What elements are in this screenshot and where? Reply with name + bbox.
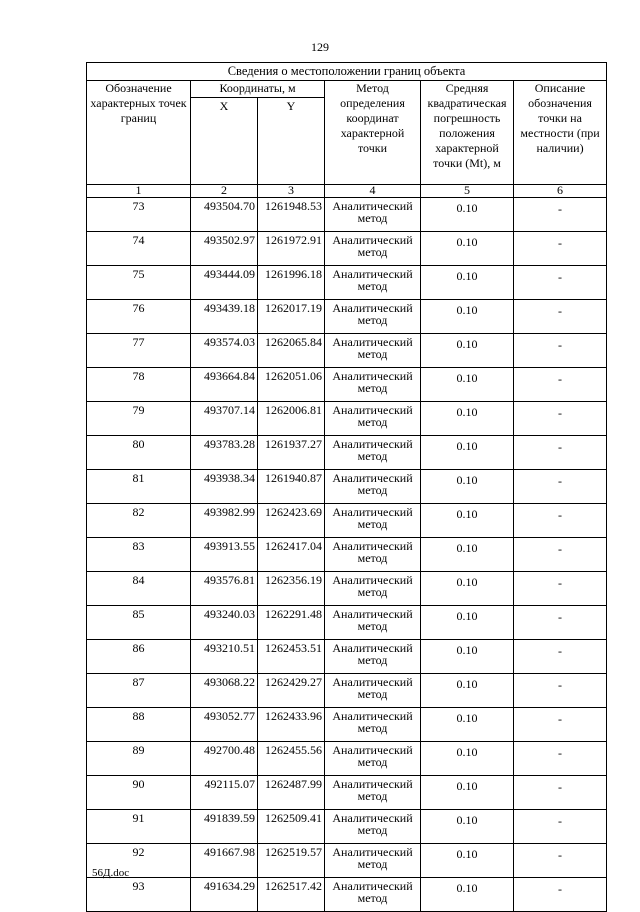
table-row [87, 402, 607, 436]
point-id-cell: 81 [87, 470, 191, 504]
method-text-line: Аналитический [332, 471, 413, 485]
point-id-cell: 78 [87, 368, 191, 402]
x-coordinate-cell: 493664.84 [191, 368, 258, 402]
point-id-cell: 91 [87, 810, 191, 844]
table-row [87, 844, 607, 878]
method-text-line: Аналитический [332, 505, 413, 519]
method-text-line: Аналитический [332, 709, 413, 723]
point-id-cell: 88 [87, 708, 191, 742]
y-coordinate-cell: 1261940.87 [258, 470, 325, 504]
table-row [87, 572, 607, 606]
method-cell [325, 606, 421, 640]
method-text-line: Аналитический [332, 777, 413, 791]
table-row [87, 878, 607, 912]
error-cell: 0.10 [421, 266, 514, 300]
method-text-line: метод [357, 755, 388, 769]
table-row [87, 708, 607, 742]
table-row [87, 640, 607, 674]
error-cell: 0.10 [421, 640, 514, 674]
y-coordinate-cell: 1262429.27 [258, 674, 325, 708]
description-cell: - [514, 232, 607, 266]
description-cell: - [514, 198, 607, 232]
document-filename: 56Д.doc [92, 867, 130, 879]
method-text-line: метод [357, 313, 388, 327]
table-row [87, 334, 607, 368]
x-coordinate-cell: 493982.99 [191, 504, 258, 538]
method-cell [325, 572, 421, 606]
x-coordinate-cell: 493068.22 [191, 674, 258, 708]
method-cell [325, 504, 421, 538]
table-row [87, 198, 607, 232]
table-caption: Сведения о местоположении границ объекта [87, 63, 607, 81]
x-coordinate-cell: 493502.97 [191, 232, 258, 266]
method-text-line: Аналитический [332, 743, 413, 757]
table-row [87, 742, 607, 776]
x-coordinate-cell: 491839.59 [191, 810, 258, 844]
y-coordinate-cell: 1262017.19 [258, 300, 325, 334]
method-text-line: метод [357, 279, 388, 293]
y-coordinate-cell: 1262006.81 [258, 402, 325, 436]
description-cell: - [514, 606, 607, 640]
x-coordinate-cell: 493504.70 [191, 198, 258, 232]
table-row [87, 504, 607, 538]
method-text-line: Аналитический [332, 335, 413, 349]
table-row [87, 606, 607, 640]
method-text-line: метод [357, 245, 388, 259]
method-cell [325, 640, 421, 674]
method-text-line: метод [357, 415, 388, 429]
table-body [87, 198, 607, 912]
x-coordinate-cell: 493240.03 [191, 606, 258, 640]
y-coordinate-cell: 1261996.18 [258, 266, 325, 300]
point-id-cell: 76 [87, 300, 191, 334]
y-coordinate-cell: 1262051.06 [258, 368, 325, 402]
point-id-cell: 92 [87, 844, 191, 878]
y-coordinate-cell: 1262423.69 [258, 504, 325, 538]
x-coordinate-cell: 493444.09 [191, 266, 258, 300]
description-cell: - [514, 742, 607, 776]
method-cell [325, 232, 421, 266]
method-cell [325, 402, 421, 436]
method-text-line: Аналитический [332, 301, 413, 315]
method-cell [325, 300, 421, 334]
x-coordinate-cell: 492700.48 [191, 742, 258, 776]
description-cell: - [514, 436, 607, 470]
method-text-line: метод [357, 211, 388, 225]
table-row [87, 300, 607, 334]
point-id-cell: 80 [87, 436, 191, 470]
y-coordinate-cell: 1262453.51 [258, 640, 325, 674]
method-cell [325, 776, 421, 810]
column-number: 5 [421, 185, 514, 198]
method-text-line: метод [357, 483, 388, 497]
table-row [87, 776, 607, 810]
method-text-line: метод [357, 619, 388, 633]
table-row [87, 470, 607, 504]
description-cell: - [514, 674, 607, 708]
column-number: 2 [191, 185, 258, 198]
description-cell: - [514, 470, 607, 504]
x-coordinate-cell: 493913.55 [191, 538, 258, 572]
point-id-cell: 90 [87, 776, 191, 810]
description-cell: - [514, 538, 607, 572]
description-cell: - [514, 640, 607, 674]
point-id-cell: 77 [87, 334, 191, 368]
method-cell [325, 708, 421, 742]
description-cell: - [514, 504, 607, 538]
method-text-line: метод [357, 347, 388, 361]
method-text-line: метод [357, 517, 388, 531]
description-cell: - [514, 334, 607, 368]
error-cell: 0.10 [421, 878, 514, 912]
error-cell: 0.10 [421, 368, 514, 402]
method-text-line: метод [357, 687, 388, 701]
column-number: 3 [258, 185, 325, 198]
x-coordinate-cell: 493576.81 [191, 572, 258, 606]
description-cell: - [514, 572, 607, 606]
method-cell [325, 436, 421, 470]
error-cell: 0.10 [421, 742, 514, 776]
method-text-line: метод [357, 449, 388, 463]
y-coordinate-cell: 1262065.84 [258, 334, 325, 368]
error-cell: 0.10 [421, 402, 514, 436]
error-cell: 0.10 [421, 572, 514, 606]
point-id-cell: 82 [87, 504, 191, 538]
description-cell: - [514, 844, 607, 878]
y-coordinate-cell: 1262356.19 [258, 572, 325, 606]
method-text-line: метод [357, 891, 388, 905]
x-coordinate-cell: 493210.51 [191, 640, 258, 674]
description-cell: - [514, 776, 607, 810]
error-cell: 0.10 [421, 844, 514, 878]
method-text-line: метод [357, 551, 388, 565]
y-coordinate-cell: 1261937.27 [258, 436, 325, 470]
method-cell [325, 266, 421, 300]
column-number: 6 [514, 185, 607, 198]
method-text-line: Аналитический [332, 573, 413, 587]
header-point-designation: Обозначение характерных точек границ [87, 81, 191, 185]
point-id-cell: 87 [87, 674, 191, 708]
x-coordinate-cell: 493439.18 [191, 300, 258, 334]
point-id-cell: 83 [87, 538, 191, 572]
method-cell [325, 334, 421, 368]
description-cell: - [514, 266, 607, 300]
method-text-line: метод [357, 653, 388, 667]
point-id-cell: 74 [87, 232, 191, 266]
method-text-line: Аналитический [332, 675, 413, 689]
method-cell [325, 878, 421, 912]
header-coordinates: Координаты, м [191, 81, 325, 98]
description-cell: - [514, 300, 607, 334]
method-cell [325, 368, 421, 402]
header-x: X [191, 98, 258, 185]
description-cell: - [514, 878, 607, 912]
column-number: 4 [325, 185, 421, 198]
table-row [87, 538, 607, 572]
error-cell: 0.10 [421, 198, 514, 232]
method-text-line: метод [357, 721, 388, 735]
boundary-coordinates-table [86, 62, 607, 912]
error-cell: 0.10 [421, 334, 514, 368]
method-cell [325, 674, 421, 708]
table-row [87, 674, 607, 708]
method-text-line: Аналитический [332, 811, 413, 825]
y-coordinate-cell: 1262291.48 [258, 606, 325, 640]
table-row [87, 368, 607, 402]
method-text-line: метод [357, 857, 388, 871]
error-cell: 0.10 [421, 674, 514, 708]
method-text-line: Аналитический [332, 879, 413, 893]
method-text-line: Аналитический [332, 403, 413, 417]
y-coordinate-cell: 1262519.57 [258, 844, 325, 878]
description-cell: - [514, 402, 607, 436]
y-coordinate-cell: 1262417.04 [258, 538, 325, 572]
x-coordinate-cell: 491634.29 [191, 878, 258, 912]
method-text-line: Аналитический [332, 845, 413, 859]
x-coordinate-cell: 493783.28 [191, 436, 258, 470]
error-cell: 0.10 [421, 776, 514, 810]
point-id-cell: 93 [87, 878, 191, 912]
point-id-cell: 73 [87, 198, 191, 232]
error-cell: 0.10 [421, 538, 514, 572]
header-error: Средняя квадратическая погрешность положения характерной точки (Mt), м [421, 81, 514, 185]
error-cell: 0.10 [421, 436, 514, 470]
page-number: 129 [311, 40, 329, 54]
method-text-line: Аналитический [332, 199, 413, 213]
x-coordinate-cell: 493574.03 [191, 334, 258, 368]
header-method: Метод определения координат характерной точки [325, 81, 421, 185]
y-coordinate-cell: 1262455.56 [258, 742, 325, 776]
method-cell [325, 198, 421, 232]
error-cell: 0.10 [421, 708, 514, 742]
method-text-line: Аналитический [332, 539, 413, 553]
method-text-line: Аналитический [332, 267, 413, 281]
method-text-line: Аналитический [332, 607, 413, 621]
method-text-line: Аналитический [332, 369, 413, 383]
point-id-cell: 79 [87, 402, 191, 436]
method-text-line: Аналитический [332, 641, 413, 655]
x-coordinate-cell: 491667.98 [191, 844, 258, 878]
method-text-line: метод [357, 789, 388, 803]
error-cell: 0.10 [421, 300, 514, 334]
x-coordinate-cell: 493707.14 [191, 402, 258, 436]
method-cell [325, 742, 421, 776]
y-coordinate-cell: 1262433.96 [258, 708, 325, 742]
point-id-cell: 84 [87, 572, 191, 606]
point-id-cell: 86 [87, 640, 191, 674]
method-cell [325, 470, 421, 504]
method-cell [325, 844, 421, 878]
header-y: Y [258, 98, 325, 185]
table-row [87, 436, 607, 470]
error-cell: 0.10 [421, 470, 514, 504]
point-id-cell: 85 [87, 606, 191, 640]
table-row [87, 232, 607, 266]
header-description: Описание обозначения точки на местности (при наличии) [514, 81, 607, 185]
error-cell: 0.10 [421, 504, 514, 538]
method-text-line: метод [357, 823, 388, 837]
point-id-cell: 89 [87, 742, 191, 776]
method-text-line: Аналитический [332, 233, 413, 247]
column-number: 1 [87, 185, 191, 198]
x-coordinate-cell: 493938.34 [191, 470, 258, 504]
table-row [87, 266, 607, 300]
y-coordinate-cell: 1262509.41 [258, 810, 325, 844]
table-row [87, 810, 607, 844]
error-cell: 0.10 [421, 606, 514, 640]
error-cell: 0.10 [421, 232, 514, 266]
method-text-line: метод [357, 381, 388, 395]
method-text-line: метод [357, 585, 388, 599]
description-cell: - [514, 810, 607, 844]
method-cell [325, 538, 421, 572]
x-coordinate-cell: 493052.77 [191, 708, 258, 742]
method-text-line: Аналитический [332, 437, 413, 451]
description-cell: - [514, 368, 607, 402]
method-cell [325, 810, 421, 844]
point-id-cell: 75 [87, 266, 191, 300]
y-coordinate-cell: 1261948.53 [258, 198, 325, 232]
y-coordinate-cell: 1262487.99 [258, 776, 325, 810]
y-coordinate-cell: 1261972.91 [258, 232, 325, 266]
x-coordinate-cell: 492115.07 [191, 776, 258, 810]
description-cell: - [514, 708, 607, 742]
y-coordinate-cell: 1262517.42 [258, 878, 325, 912]
column-number-row [87, 185, 607, 198]
error-cell: 0.10 [421, 810, 514, 844]
